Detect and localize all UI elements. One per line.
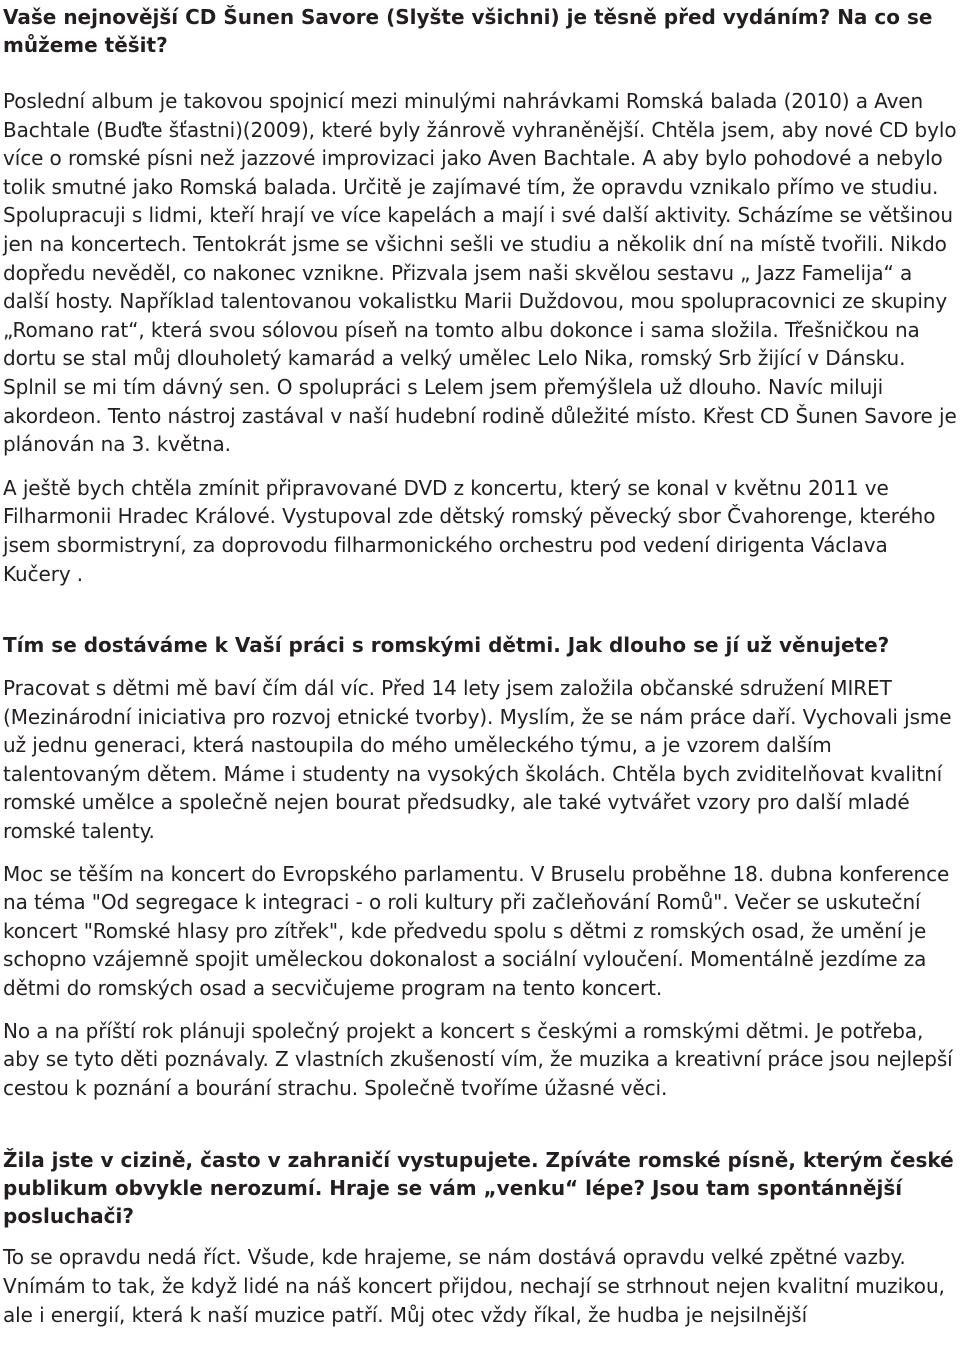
question-heading: Vaše nejnovější CD Šunen Savore (Slyšte všichni) je těsně před vydáním? Na co se můžeme těšit? [3,5,933,57]
article [3,0,959,1329]
answer-paragraph: No a na příští rok plánuji společný projekt a koncert s českými a romskými dětmi. Je potřeba, aby se tyto děti poznávaly. Z vlastních zkušeností vím, že muzika a kreativní práce jsou nejlepší cestou k poznání a bourání strachu. Společně tvoříme úžasné věci. [3,1018,953,1100]
answer-paragraph: Pracovat s dětmi mě baví čím dál víc. Před 14 lety jsem založila občanské sdružení MIRET (Mezinárodní iniciativa pro rozvoj etnické tvorby). Myslím, že se nám práce daří. Vychovali jsme už jednu generaci, která nastoupila do mého uměleckého týmu, a je vzorem dalším talentovaným dětem. Máme i studenty na vysokých školách. Chtěla bych zviditelňovat kvalitní romské umělce a společně nejen bourat předsudky, ale také vytvářet vzory pro další mladé romské talenty. [3,676,952,844]
answer-paragraph: To se opravdu nedá říct. Všude, kde hrajeme, se nám dostává opravdu velké zpětné vazby. Vnímám to tak, že když lidé na náš koncert přijdou, nechají se strhnout nejen kvalitní muzikou, ale i energií, která k naší muzice patří. Můj otec vždy říkal, že hudba je nejsilnější [3,1245,945,1327]
question-heading: Tím se dostáváme k Vaší práci s romskými dětmi. Jak dlouho se jí už věnujete? [3,633,890,658]
answer-paragraph: Moc se těším na koncert do Evropského parlamentu. V Bruselu proběhne 18. dubna konference na téma "Od segregace k integraci - o roli kultury při začleňování Romů". Večer se uskuteční koncert "Romské hlasy pro zítřek", kde předvedu spolu s dětmi z romských osad, že umění je schopno vzájemně spojit uměleckou dokonalost a sociální vyloučení. Momentálně jezdíme za dětmi do romských osad a secvičujeme program na tento koncert. [3,861,950,1001]
answer-paragraph: Poslední album je takovou spojnicí mezi minulými nahrávkami Romská balada (2010) a Aven Bachtale (Buďte šťastni)(2009), které byly žánrově vyhraněnější. Chtěla jsem, aby nové CD bylo více o romské písni než jazzové improvizaci jako Aven Bachtale. A aby bylo pohodové a nebylo tolik smutné jako Romská balada. Určitě je zajímavé tím, že opravdu vznikalo přímo ve studiu. Spolupracuji s lidmi, kteří hrají ve více kapelách a mají i své další aktivity. Scházíme se většinou jen na koncertech. Tentokrát jsme se všichni sešli ve studiu a několik dní na místě tvořili. Nikdo dopředu nevěděl, co nakonec vznikne. Přizvala jsem naši skvělou sestavu „ Jazz Famelija“ a další hosty. Například talentovanou vokalistku Marii Duždovou, mou spolupracovnici ze skupiny „Romano rat“, která svou sólovou píseň na tomto albu dokonce i sama složila. Třešničkou na dortu se stal můj dlouholetý kamarád a velký umělec Lelo Nika, romský Srb žijící v Dánsku. Splnil se mi tím dávný sen. O spolupráci s Lelem jsem přemýšlela už dlouho. Navíc miluji akordeon. Tento nástroj zastával v naší hudební rodině důležité místo. Křest CD Šunen Savore je plánován na 3. května. [3,89,957,457]
question-heading: Žila jste v cizině, často v zahraničí vystupujete. Zpíváte romské písně, kterým české publikum obvykle nerozumí. Hraje se vám „venku“ lépe? Jsou tam spontánnější posluchači? [3,1148,954,1229]
answer-paragraph: A ještě bych chtěla zmínit připravované DVD z koncertu, který se konal v květnu 2011 ve Filharmonii Hradec Králové. Vystupoval zde dětský romský pěvecký sbor Čvahorenge, kterého jsem sbormistryní, za doprovodu filharmonického orchestru pod vedení dirigenta Václava Kučery . [3,475,936,586]
